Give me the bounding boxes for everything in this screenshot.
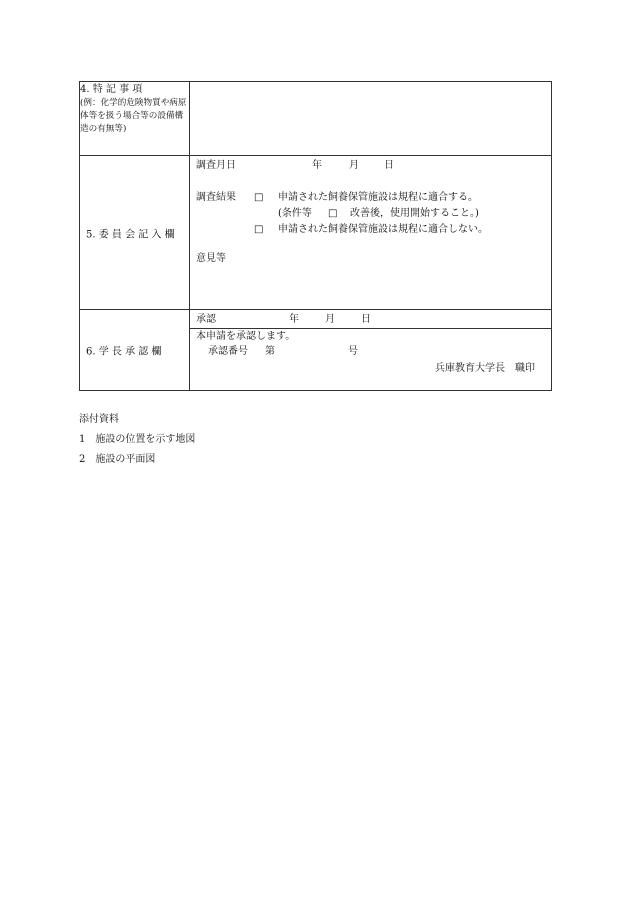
- special-notes-label-cell: [80, 82, 190, 156]
- approval-number-dai: 第: [265, 346, 275, 357]
- survey-year: 年: [312, 160, 322, 171]
- opinion-label: 意見等: [196, 253, 226, 264]
- committee-label-cell: [80, 156, 190, 310]
- special-notes-example: (例：化学的危険物質や病原体等を扱う場合等の設備構造の有無等): [80, 98, 187, 134]
- option1-condition-text: 改善後，使用開始すること。): [350, 208, 479, 219]
- committee-field: [190, 156, 552, 310]
- approval-label-cell: [80, 310, 190, 391]
- option1-condition-label: (条件等: [278, 208, 312, 219]
- president-signature: 兵庫教育大学長 職印: [435, 363, 535, 374]
- special-notes-label: 4. 特 記 事 項: [80, 84, 143, 95]
- survey-month: 月: [349, 160, 359, 171]
- approval-number-label: 承認番号: [208, 346, 248, 357]
- attachment-item-floorplan: 2 施設の平面図: [79, 454, 156, 465]
- option2-text: 申請された飼養保管施設は規程に適合しない。: [278, 224, 488, 235]
- committee-label: 5. 委 員 会 記 入 欄: [86, 229, 175, 240]
- survey-day: 日: [384, 160, 394, 171]
- approval-month: 月: [325, 314, 335, 325]
- option2-checkbox[interactable]: □: [254, 224, 264, 235]
- approval-day: 日: [361, 314, 371, 325]
- approval-label: 6. 学 長 承 認 欄: [86, 346, 162, 358]
- option1-text: 申請された飼養保管施設は規程に適合する。: [278, 192, 478, 203]
- approval-statement: 本申請を承認します。: [196, 331, 296, 342]
- approval-divider: [190, 328, 551, 329]
- row-special-notes: [80, 82, 552, 156]
- approval-field: [190, 310, 552, 391]
- survey-date-label: 調査月日: [196, 160, 236, 171]
- approval-date-label: 承認: [196, 314, 216, 325]
- approval-year: 年: [289, 314, 299, 325]
- attachment-item-map: 1 施設の位置を示す地図: [79, 434, 196, 445]
- row-president-approval: [80, 310, 552, 391]
- result-label: 調査結果: [196, 192, 236, 203]
- application-form-table: [79, 81, 552, 391]
- row-committee: [80, 156, 552, 310]
- approval-number-go: 号: [348, 346, 358, 357]
- option1-condition-checkbox[interactable]: □: [328, 208, 338, 219]
- attachments-title: 添付資料: [79, 414, 119, 425]
- option1-checkbox[interactable]: □: [254, 192, 264, 203]
- special-notes-field[interactable]: [190, 82, 552, 156]
- attachments-section: [79, 410, 195, 470]
